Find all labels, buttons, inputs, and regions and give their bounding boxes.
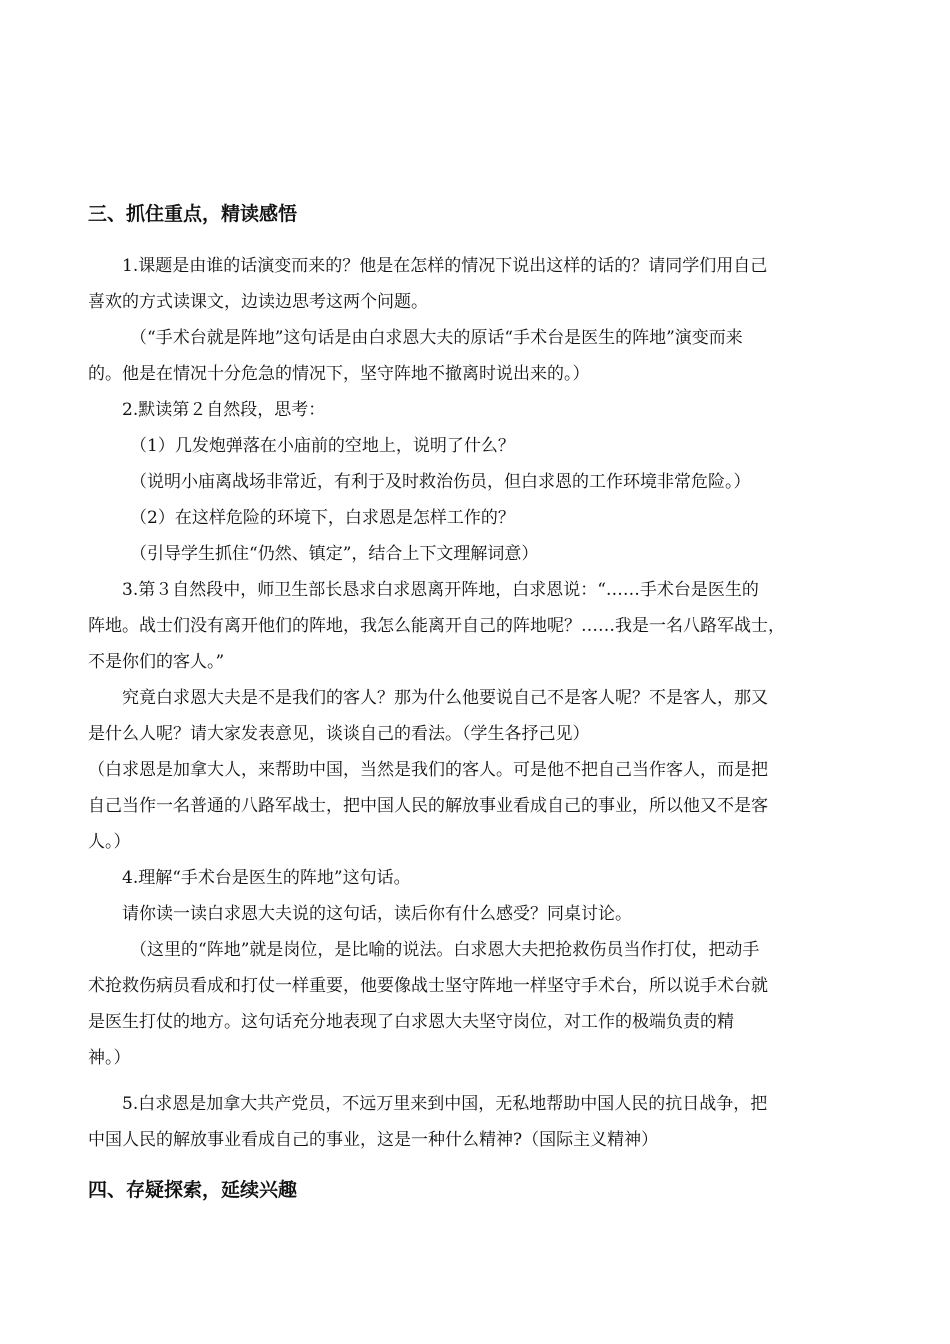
section-heading-4: 四、存疑探索，延续兴趣 [88,1179,298,1201]
question-2-sub-1: （1）几发炮弹落在小庙前的空地上，说明了什么？ [130,436,515,456]
answer-3-line-1: （白求恩是加拿大人，来帮助中国，当然是我们的客人。可是他不把自己当作客人，而是把 [88,760,768,780]
section-heading-3: 三、抓住重点，精读感悟 [88,203,298,225]
question-5-line-1: 5.白求恩是加拿大共产党员，不远万里来到中国，无私地帮助中国人民的抗日战争，把 [122,1094,768,1114]
answer-4-line-2: 术抢救伤病员看成和打仗一样重要，他要像战士坚守阵地一样坚守手术台，所以说手术台就 [88,976,768,996]
question-2-sub-2: （2）在这样危险的环境下，白求恩是怎样工作的？ [130,508,515,528]
answer-4-line-4: 神。） [88,1048,131,1068]
question-4: 4.理解“手术台是医生的阵地”这句话。 [122,868,411,888]
answer-4-line-3: 是医生打仗的地方。这句话充分地表现了白求恩大夫坚守岗位，对工作的极端负责的精 [88,1012,734,1032]
question-1-line-2: 喜欢的方式读课文，边读边思考这两个问题。 [88,292,428,312]
answer-3-line-2: 自己当作一名普通的八路军战士，把中国人民的解放事业看成自己的事业，所以他又不是客 [88,796,768,816]
question-3-line-2: 阵地。战士们没有离开他们的阵地，我怎么能离开自己的阵地呢？……我是一名八路军战士， [88,616,785,636]
answer-1-line-1: （“手术台就是阵地”这句话是由白求恩大夫的原话“手术台是医生的阵地”演变而来 [130,328,743,348]
question-3-line-1: 3.第３自然段中，师卫生部长恳求白求恩离开阵地，白求恩说：“……手术台是医生的 [122,580,759,600]
answer-1-line-2: 的。他是在情况十分危急的情况下，坚守阵地不撤离时说出来的。） [88,364,590,384]
question-4-prompt: 请你读一读白求恩大夫说的这句话，读后你有什么感受？同桌讨论。 [122,904,632,924]
answer-3-line-3: 人。） [88,832,131,852]
answer-2-sub-2: （引导学生抓住“仍然、镇定”，结合上下文理解词意） [130,544,539,564]
question-1-line-1: 1.课题是由谁的话演变而来的？他是在怎样的情况下说出这样的话的？请同学们用自己 [122,256,768,276]
question-3-line-3: 不是你们的客人。” [88,652,225,672]
question-5-line-2: 中国人民的解放事业看成自己的事业，这是一种什么精神?（国际主义精神） [88,1130,659,1150]
question-3-prompt-line-1: 究竟白求恩大夫是不是我们的客人？那为什么他要说自己不是客人呢？不是客人，那又 [122,688,768,708]
question-3-prompt-line-2: 是什么人呢？请大家发表意见，谈谈自己的看法。（学生各抒己见） [88,724,590,744]
answer-2-sub-1: （说明小庙离战场非常近，有利于及时救治伤员，但白求恩的工作环境非常危险。） [130,472,751,492]
question-2: 2.默读第２自然段，思考： [122,400,326,420]
answer-4-line-1: （这里的“阵地”就是岗位，是比喻的说法。白求恩大夫把抢救伤员当作打仗，把动手 [130,940,760,960]
